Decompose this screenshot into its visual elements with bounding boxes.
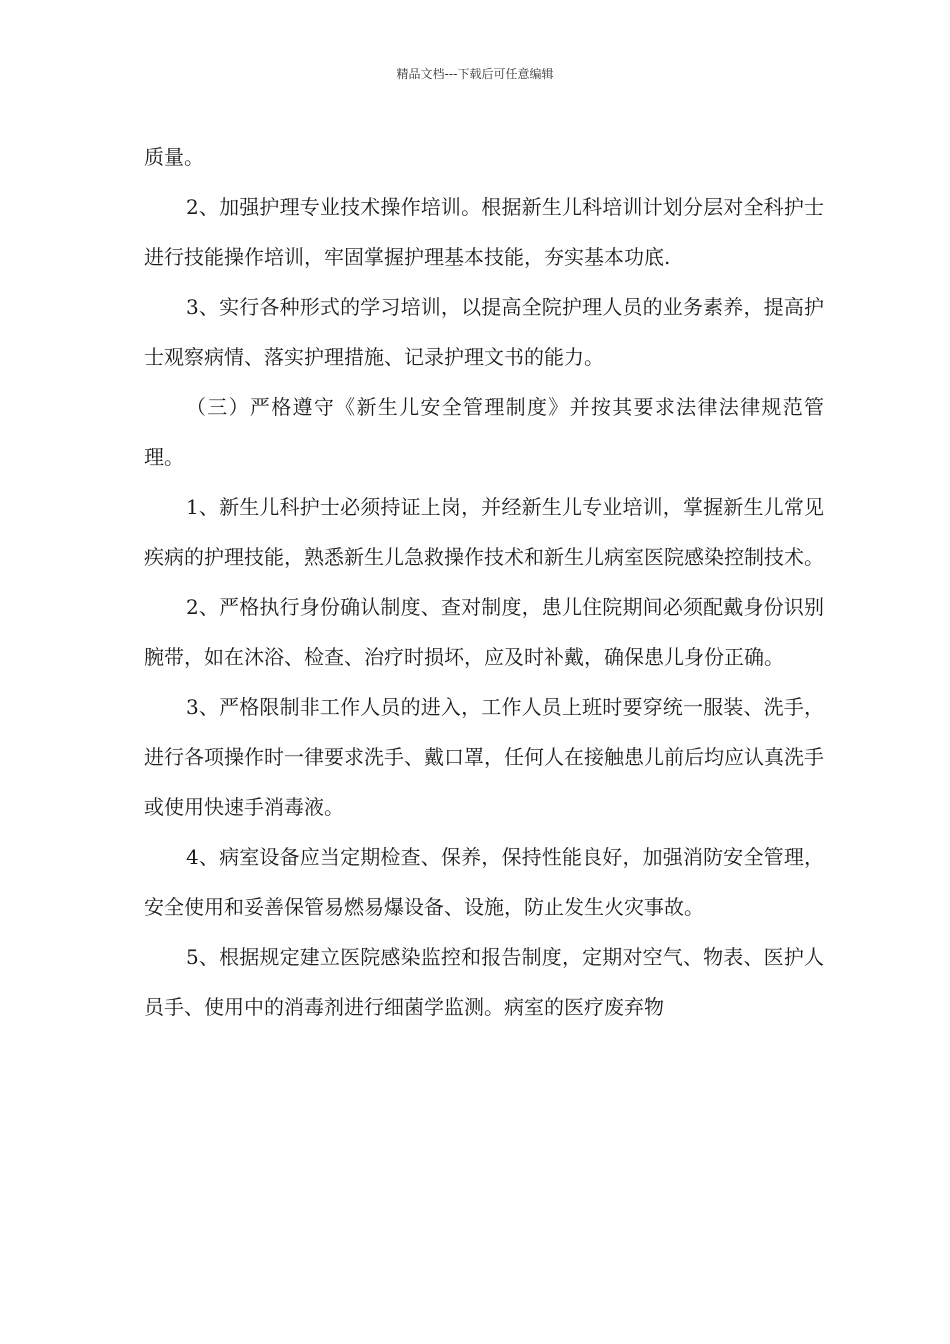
paragraph-item-3-access: 3、严格限制非工作人员的进入，工作人员上班时要穿统一服装、洗手，进行各项操作时一律要求洗手、戴口罩，任何人在接触患儿前后均应认真洗手或使用快速手消毒液。	[144, 695, 824, 819]
document-body	[144, 132, 824, 1032]
page-header: 精品文档---下载后可任意编辑	[396, 67, 554, 81]
paragraph-item-4-equipment: 4、病室设备应当定期检查、保养，保持性能良好，加强消防安全管理，安全使用和妥善保管易燃易爆设备、设施，防止发生火灾事故。	[144, 845, 824, 919]
paragraph-item-2-identity: 2、严格执行身份确认制度、查对制度，患儿住院期间必须配戴身份识别腕带，如在沐浴、检查、治疗时损坏，应及时补戴，确保患儿身份正确。	[144, 595, 824, 669]
paragraph-item-3-learning: 3、实行各种形式的学习培训，以提高全院护理人员的业务素养，提高护士观察病情、落实护理措施、记录护理文书的能力。	[144, 295, 824, 369]
section-heading-3: （三）严格遵守《新生儿安全管理制度》并按其要求法律法律规范管理。	[144, 395, 824, 469]
paragraph-continuation: 质量。	[144, 145, 204, 169]
paragraph-item-2-training: 2、加强护理专业技术操作培训。根据新生儿科培训计划分层对全科护士进行技能操作培训，牢固掌握护理基本技能，夯实基本功底.	[144, 195, 824, 269]
paragraph-item-1-certification: 1、新生儿科护士必须持证上岗，并经新生儿专业培训，掌握新生儿常见疾病的护理技能，熟悉新生儿急救操作技术和新生儿病室医院感染控制技术。	[144, 495, 824, 569]
paragraph-item-5-infection: 5、根据规定建立医院感染监控和报告制度，定期对空气、物表、医护人员手、使用中的消毒剂进行细菌学监测。病室的医疗废弃物	[144, 945, 824, 1019]
